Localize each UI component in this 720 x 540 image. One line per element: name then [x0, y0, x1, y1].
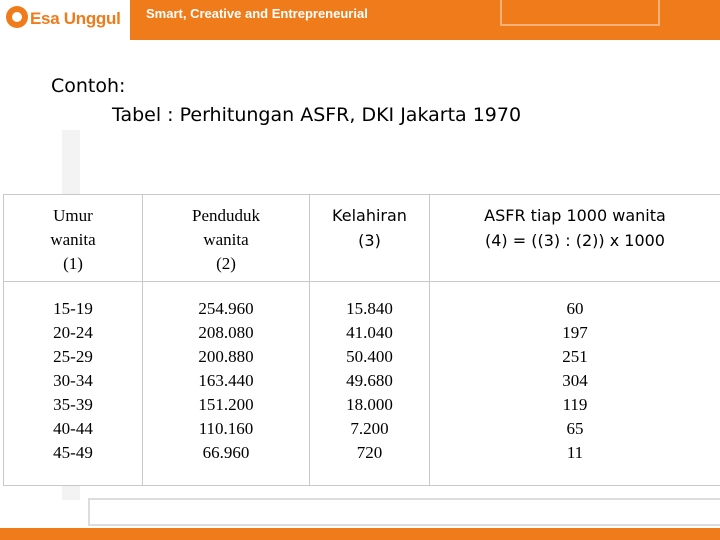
table-cell: 15-19 [53, 299, 93, 318]
column-penduduk [143, 297, 309, 465]
asfr-table [3, 194, 720, 486]
table-cell: 720 [356, 443, 383, 462]
table-cell: 18.000 [346, 395, 393, 414]
header-line: (1) [63, 254, 83, 273]
table-cell: 66.960 [202, 443, 250, 462]
header-line: ASFR tiap 1000 wanita [484, 206, 666, 225]
table-cell: 251 [562, 347, 588, 366]
caption-table-title: Tabel : Perhitungan ASFR, DKI Jakarta 1970 [112, 104, 522, 126]
tagline: Smart, Creative and Entrepreneurial [146, 6, 368, 21]
header-line: Umur [53, 206, 93, 225]
header-line: Penduduk [192, 206, 260, 225]
table-cell: 20-24 [53, 323, 93, 342]
table-cell: 197 [562, 323, 588, 342]
header-cell-kelahiran [310, 203, 429, 253]
column-umur [4, 297, 142, 465]
column-kelahiran [310, 297, 429, 465]
header-cell-asfr [430, 203, 720, 253]
table-cell: 40-44 [53, 419, 93, 438]
table-cell: 49.680 [346, 371, 393, 390]
table-cell: 163.440 [198, 371, 254, 390]
header-line: wanita [203, 230, 249, 249]
table-cell: 65 [566, 419, 584, 438]
table-cell: 7.200 [350, 419, 389, 438]
header-line: Kelahiran [332, 206, 407, 225]
header-line: (2) [216, 254, 236, 273]
logo [0, 0, 132, 40]
header-line: (4) = ((3) : (2)) x 1000 [485, 231, 665, 250]
table-cell: 119 [562, 395, 588, 414]
header-cell-umur [4, 204, 142, 276]
table-cell: 151.200 [198, 395, 254, 414]
header-decoration [500, 0, 660, 26]
table-cell: 11 [566, 443, 584, 462]
table-cell: 200.880 [198, 347, 254, 366]
table-cell: 25-29 [53, 347, 93, 366]
header-line: wanita [50, 230, 96, 249]
column-asfr [430, 297, 720, 465]
table-cell: 45-49 [53, 443, 93, 462]
university-seal-icon [6, 6, 28, 28]
table-cell: 41.040 [346, 323, 393, 342]
table-cell: 35-39 [53, 395, 93, 414]
header-divider [4, 281, 720, 282]
caption-example: Contoh: [51, 75, 126, 97]
footer-bar [0, 528, 720, 540]
table-cell: 50.400 [346, 347, 393, 366]
header-bar [0, 0, 720, 40]
table-cell: 30-34 [53, 371, 93, 390]
table-cell: 254.960 [198, 299, 254, 318]
table-cell: 110.160 [198, 419, 254, 438]
table-cell: 15.840 [346, 299, 393, 318]
decorative-bottom-frame [88, 498, 720, 526]
table-cell: 304 [562, 371, 588, 390]
table-cell: 208.080 [198, 323, 254, 342]
logo-text: Esa Unggul [30, 9, 121, 28]
header-cell-penduduk [143, 204, 309, 276]
table-cell: 60 [566, 299, 584, 318]
header-line: (3) [358, 231, 381, 250]
